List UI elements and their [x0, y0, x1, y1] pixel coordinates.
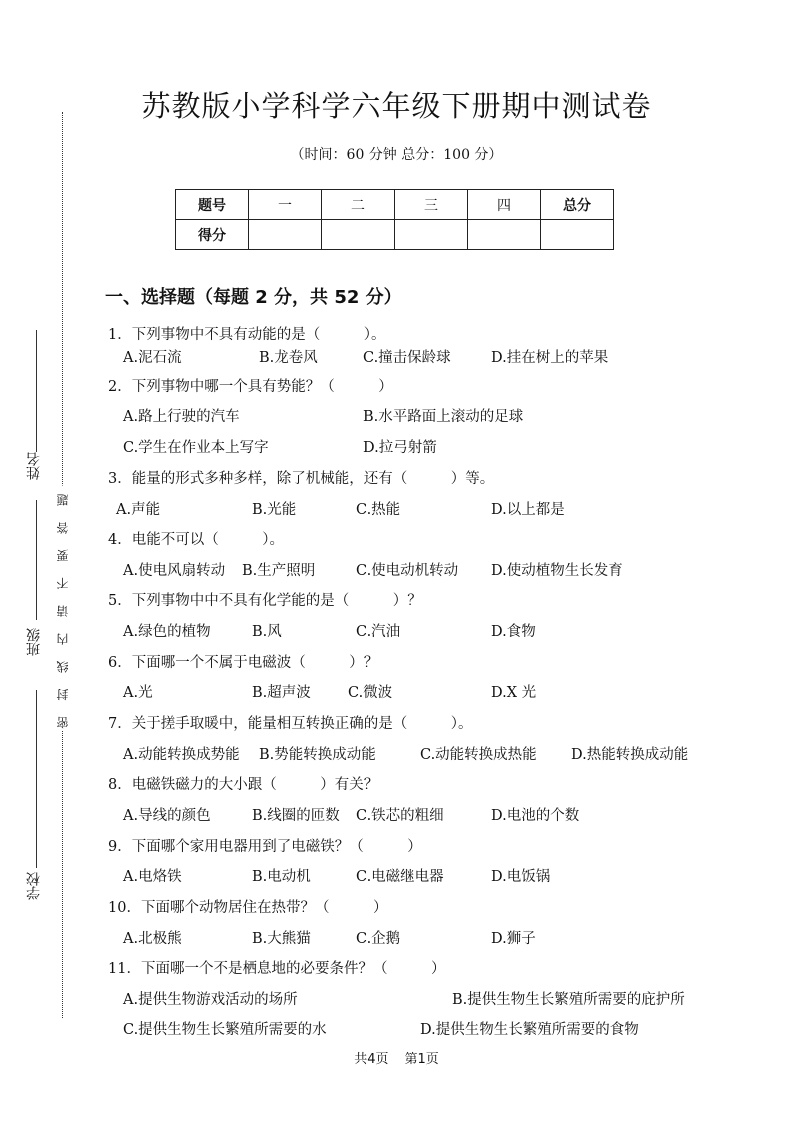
option-8c: C.铁芯的粗细 — [356, 808, 444, 824]
question-8: 8．电磁铁磁力的大小跟（ ）有关？ — [108, 777, 379, 793]
option-10c: C.企鹅 — [356, 931, 401, 947]
option-8d: D.电池的个数 — [491, 808, 580, 824]
option-2b: B.水平路面上滚动的足球 — [363, 409, 524, 425]
question-11: 11．下面哪一个不是栖息地的必要条件？（ ） — [108, 961, 446, 977]
option-7c: C.动能转换成热能 — [420, 747, 537, 763]
header-cell-3: 三 — [395, 190, 468, 220]
question-6: 6．下面哪一个不属于电磁波（ ）？ — [108, 655, 379, 671]
option-6c: C.微波 — [348, 685, 393, 701]
option-10a: A.北极熊 — [123, 931, 182, 947]
option-11c: C.提供生物生长繁殖所需要的水 — [123, 1022, 327, 1038]
option-1b: B.龙卷风 — [259, 350, 318, 366]
option-4a: A.使电风扇转动 — [123, 563, 226, 579]
class-blank-line — [36, 500, 37, 620]
question-7: 7．关于搓手取暖中，能量相互转换正确的是（ ）。 — [108, 716, 473, 732]
option-3b: B.光能 — [252, 502, 297, 518]
score-cell[interactable] — [249, 220, 322, 250]
question-2: 2．下列事物中哪一个具有势能？（ ） — [108, 379, 393, 395]
score-cell[interactable] — [322, 220, 395, 250]
option-7b: B.势能转换成动能 — [259, 747, 376, 763]
option-5d: D.食物 — [491, 624, 536, 640]
question-4: 4．电能不可以（ ）。 — [108, 532, 284, 548]
option-6d: D.X 光 — [491, 685, 537, 701]
header-cell-4: 四 — [468, 190, 541, 220]
school-label: 学校 — [26, 872, 42, 900]
class-label: 班级 — [26, 628, 42, 656]
option-9c: C.电磁继电器 — [356, 869, 444, 885]
header-cell-2: 二 — [322, 190, 395, 220]
option-2c: C.学生在作业本上写字 — [123, 440, 269, 456]
exam-info: （时间：60 分钟 总分：100 分） — [290, 147, 503, 163]
header-cell-total: 总分 — [541, 190, 614, 220]
question-10: 10．下面哪个动物居住在热带？（ ） — [108, 900, 388, 916]
header-cell-1: 一 — [249, 190, 322, 220]
option-3a: A.声能 — [116, 502, 161, 518]
question-1: 1．下列事物中不具有动能的是（ ）。 — [108, 327, 386, 343]
option-3c: C.热能 — [356, 502, 401, 518]
option-1a: A.泥石流 — [123, 350, 182, 366]
option-10d: D.狮子 — [491, 931, 536, 947]
option-6b: B.超声波 — [252, 685, 311, 701]
score-table-header-row — [176, 190, 614, 220]
score-cell-total[interactable] — [541, 220, 614, 250]
option-4b: B.生产照明 — [242, 563, 316, 579]
option-8a: A.导线的颜色 — [123, 808, 211, 824]
option-5b: B.风 — [252, 624, 282, 640]
option-9a: A.电烙铁 — [123, 869, 182, 885]
total-pages: 共4页 — [354, 1052, 389, 1067]
school-blank-line — [36, 690, 37, 868]
option-11a: A.提供生物游戏活动的场所 — [123, 992, 298, 1008]
header-cell-number: 题号 — [176, 190, 249, 220]
question-3: 3．能量的形式多种多样，除了机械能，还有（ ）等。 — [108, 471, 495, 487]
option-2d: D.拉弓射箭 — [363, 440, 437, 456]
option-3d: D.以上都是 — [491, 502, 565, 518]
option-2a: A.路上行驶的汽车 — [123, 409, 240, 425]
question-9: 9．下面哪个家用电器用到了电磁铁？（ ） — [108, 839, 422, 855]
score-cell[interactable] — [395, 220, 468, 250]
option-11d: D.提供生物生长繁殖所需要的食物 — [420, 1022, 639, 1038]
option-4c: C.使电动机转动 — [356, 563, 459, 579]
option-7a: A.动能转换成势能 — [123, 747, 240, 763]
page-title: 苏教版小学科学六年级下册期中测试卷 — [141, 89, 652, 123]
section-heading-choice: 一、选择题（每题 2 分，共 52 分） — [105, 287, 402, 308]
name-blank-line — [36, 330, 37, 452]
question-5: 5．下列事物中中不具有化学能的是（ ）？ — [108, 593, 422, 609]
name-label: 姓名 — [26, 452, 42, 480]
option-10b: B.大熊猫 — [252, 931, 311, 947]
score-table-score-row — [176, 220, 614, 250]
page-footer — [0, 1048, 793, 1067]
option-9b: B.电动机 — [252, 869, 311, 885]
current-page: 第1页 — [404, 1052, 439, 1067]
score-table — [175, 189, 614, 250]
option-4d: D.使动植物生长发育 — [491, 563, 623, 579]
option-5a: A.绿色的植物 — [123, 624, 211, 640]
option-8b: B.线圈的匝数 — [252, 808, 340, 824]
option-6a: A.光 — [123, 685, 153, 701]
option-11b: B.提供生物生长繁殖所需要的庇护所 — [452, 992, 685, 1008]
option-1d: D.挂在树上的苹果 — [491, 350, 609, 366]
score-cell[interactable] — [468, 220, 541, 250]
option-7d: D.热能转换成动能 — [571, 747, 689, 763]
option-1c: C.撞击保龄球 — [363, 350, 451, 366]
option-9d: D.电饭锅 — [491, 869, 551, 885]
seal-warning-text: 密 封 线 内 请 不 要 答 题 — [56, 488, 70, 729]
option-5c: C.汽油 — [356, 624, 401, 640]
score-row-label: 得分 — [176, 220, 249, 250]
